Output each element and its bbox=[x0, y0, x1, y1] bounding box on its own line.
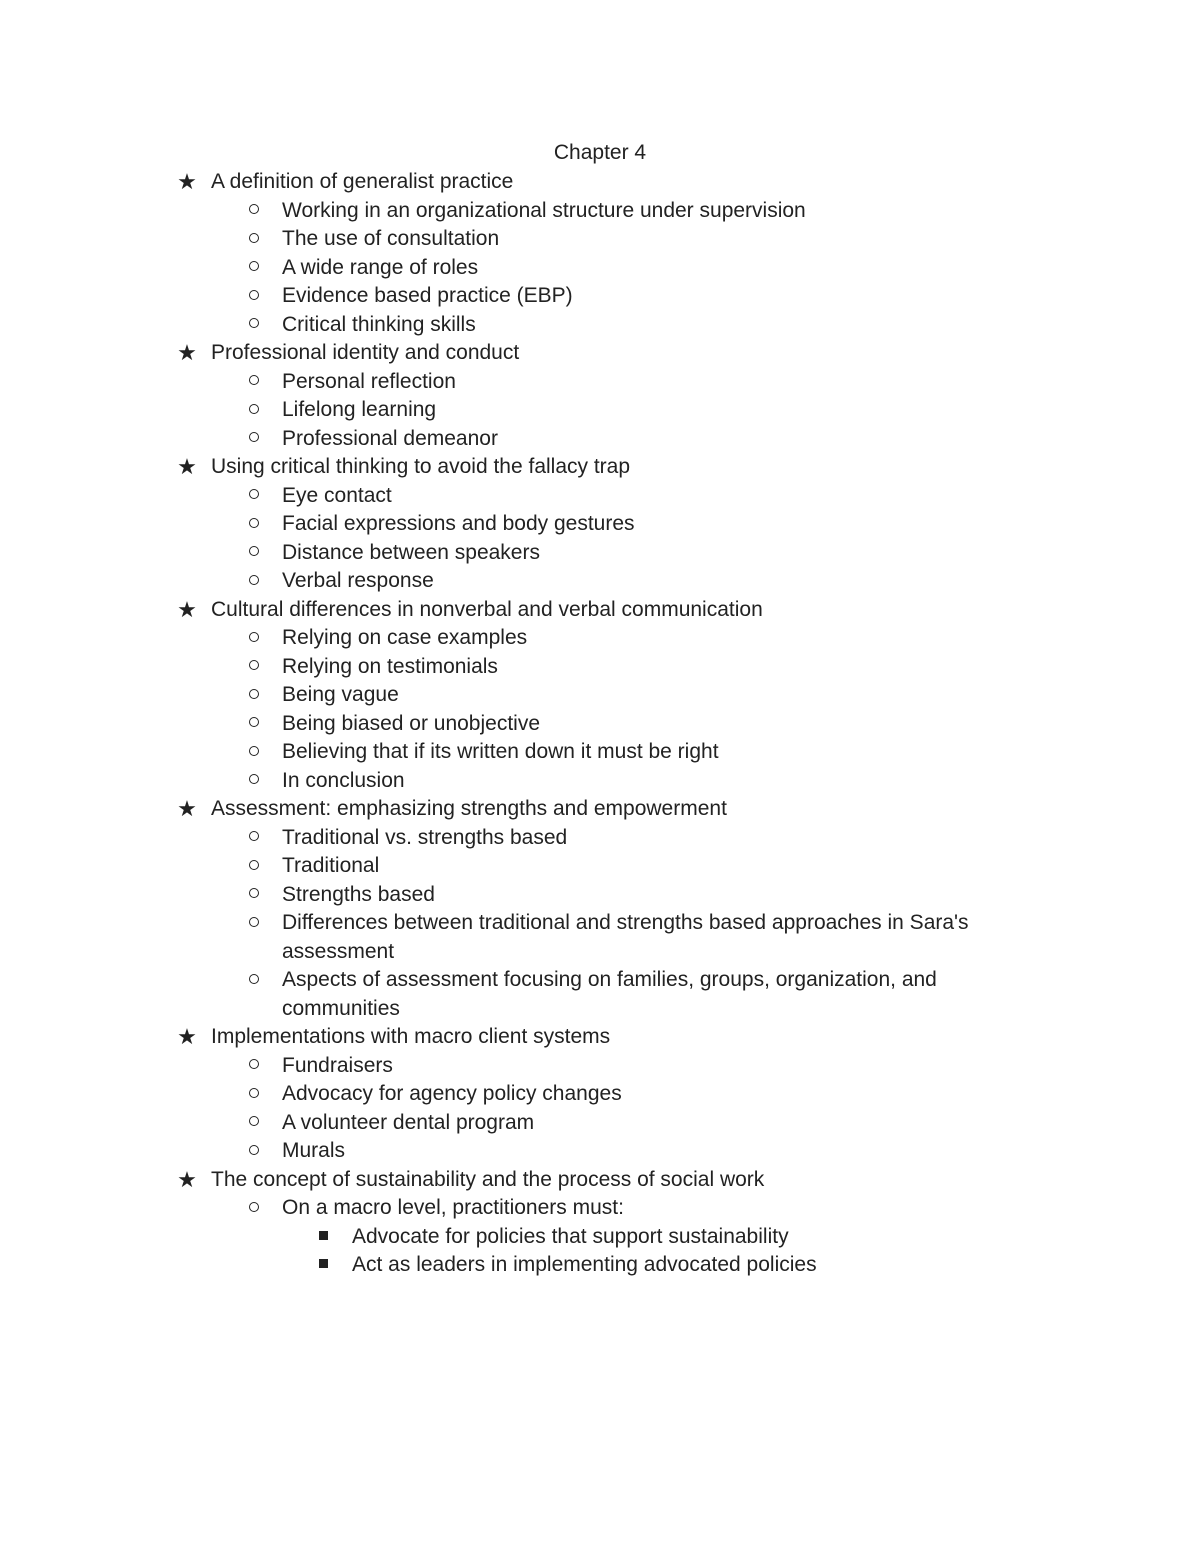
list-item-text: Verbal response bbox=[282, 569, 434, 592]
circle-bullet-icon bbox=[244, 282, 264, 311]
section-heading bbox=[0, 1166, 1200, 1195]
circle-bullet-icon bbox=[244, 681, 264, 710]
star-bullet-icon: ★ bbox=[177, 1024, 197, 1049]
list-item-text: A wide range of roles bbox=[282, 255, 479, 279]
list-item bbox=[0, 767, 1002, 796]
list-item-text: Professional demeanor bbox=[282, 426, 498, 450]
list-item bbox=[0, 197, 1002, 226]
list-item bbox=[0, 282, 1002, 311]
section-heading bbox=[0, 795, 1200, 824]
circle-bullet-icon bbox=[244, 425, 264, 454]
list-item bbox=[0, 567, 1002, 596]
section-heading-text: Assessment: emphasizing strengths and empowerment bbox=[211, 797, 727, 820]
list-item-text: In conclusion bbox=[282, 768, 405, 792]
section-heading bbox=[0, 168, 1200, 197]
list-item bbox=[0, 738, 1002, 767]
section-heading-text: Using critical thinking to avoid the fallacy trap bbox=[211, 455, 631, 478]
square-bullet-icon bbox=[313, 1251, 333, 1280]
list-item-text: Traditional vs. strengths based bbox=[282, 825, 568, 849]
section-heading-text: Implementations with macro client systems bbox=[211, 1025, 611, 1048]
circle-bullet-icon bbox=[244, 197, 264, 226]
list-item bbox=[0, 1052, 1002, 1081]
list-item bbox=[0, 1194, 1002, 1223]
circle-bullet-icon bbox=[244, 738, 264, 767]
list-item bbox=[0, 254, 1002, 283]
list-item-text: Working in an organizational structure under supervision bbox=[282, 198, 806, 222]
star-bullet-icon: ★ bbox=[177, 340, 197, 365]
circle-bullet-icon bbox=[244, 1194, 264, 1223]
section-heading-text: A definition of generalist practice bbox=[211, 170, 514, 193]
list-item-text: Eye contact bbox=[282, 483, 392, 507]
circle-bullet-icon bbox=[244, 1080, 264, 1109]
list-item-text: Being biased or unobjective bbox=[282, 711, 541, 735]
list-item bbox=[0, 225, 1002, 254]
list-item bbox=[0, 510, 1002, 539]
list-item-text: Strengths based bbox=[282, 882, 435, 906]
circle-bullet-icon bbox=[244, 1052, 264, 1081]
list-item bbox=[0, 482, 1002, 511]
list-item-text: Differences between traditional and strengths based approaches in Sara's assessment bbox=[282, 911, 969, 963]
list-item-text: Distance between speakers bbox=[282, 540, 540, 564]
list-item-text: Evidence based practice (EBP) bbox=[282, 284, 573, 307]
circle-bullet-icon bbox=[244, 624, 264, 653]
list-item-text: Advocacy for agency policy changes bbox=[282, 1082, 622, 1105]
star-bullet-icon: ★ bbox=[177, 1166, 197, 1192]
section-heading bbox=[0, 596, 1200, 625]
list-item-text: Relying on testimonials bbox=[282, 654, 498, 678]
circle-bullet-icon bbox=[244, 909, 264, 938]
list-item-text: Facial expressions and body gestures bbox=[282, 512, 635, 535]
list-item bbox=[0, 1109, 1002, 1138]
star-bullet-icon: ★ bbox=[177, 454, 197, 479]
list-item bbox=[0, 1080, 1002, 1109]
list-item bbox=[0, 539, 1002, 568]
section-heading bbox=[0, 1023, 1200, 1052]
circle-bullet-icon bbox=[244, 852, 264, 881]
square-bullet-icon bbox=[313, 1223, 333, 1252]
list-item-text: Fundraisers bbox=[282, 1053, 393, 1077]
circle-bullet-icon bbox=[244, 368, 264, 397]
list-item bbox=[0, 425, 1002, 454]
list-item bbox=[0, 824, 1002, 853]
star-bullet-icon: ★ bbox=[177, 596, 197, 622]
list-item bbox=[0, 852, 1002, 881]
list-item bbox=[0, 881, 1002, 910]
sub-list-item bbox=[0, 1251, 1200, 1280]
list-item-text: Aspects of assessment focusing on families, groups, organization, and communities bbox=[282, 968, 937, 1020]
list-item bbox=[0, 681, 1002, 710]
circle-bullet-icon bbox=[244, 254, 264, 283]
section-heading bbox=[0, 339, 1200, 368]
circle-bullet-icon bbox=[244, 567, 264, 596]
list-item-text: Lifelong learning bbox=[282, 398, 437, 421]
list-item bbox=[0, 966, 1002, 1023]
list-item-text: Critical thinking skills bbox=[282, 312, 476, 336]
circle-bullet-icon bbox=[244, 653, 264, 682]
section-heading-text: Cultural differences in nonverbal and verbal communication bbox=[211, 597, 763, 621]
list-item-text: Murals bbox=[282, 1139, 346, 1162]
circle-bullet-icon bbox=[244, 767, 264, 796]
circle-bullet-icon bbox=[244, 1137, 264, 1166]
list-item bbox=[0, 311, 1002, 340]
circle-bullet-icon bbox=[244, 396, 264, 425]
list-item bbox=[0, 653, 1002, 682]
circle-bullet-icon bbox=[244, 966, 264, 995]
list-item-text: Relying on case examples bbox=[282, 626, 528, 649]
list-item-text: Believing that if its written down it must be right bbox=[282, 740, 719, 763]
list-item-text: Being vague bbox=[282, 683, 399, 706]
circle-bullet-icon bbox=[244, 225, 264, 254]
list-item-text: On a macro level, practitioners must: bbox=[282, 1196, 624, 1219]
list-item bbox=[0, 1137, 1002, 1166]
circle-bullet-icon bbox=[244, 1109, 264, 1138]
list-item bbox=[0, 396, 1002, 425]
list-item-text: The use of consultation bbox=[282, 227, 500, 250]
list-item-text: A volunteer dental program bbox=[282, 1110, 535, 1134]
star-bullet-icon: ★ bbox=[177, 796, 197, 821]
list-item bbox=[0, 368, 1002, 397]
list-item bbox=[0, 710, 1002, 739]
document bbox=[0, 138, 1200, 1280]
sub-list-item bbox=[0, 1223, 1200, 1252]
list-item bbox=[0, 624, 1002, 653]
star-bullet-icon: ★ bbox=[177, 169, 197, 194]
list-item-text: Traditional bbox=[282, 854, 380, 877]
circle-bullet-icon bbox=[244, 482, 264, 511]
section-heading bbox=[0, 453, 1200, 482]
circle-bullet-icon bbox=[244, 311, 264, 340]
sub-list-item-text: Advocate for policies that support sustainability bbox=[352, 1224, 789, 1248]
document-title: Chapter 4 bbox=[553, 141, 647, 164]
section-heading-text: The concept of sustainability and the process of social work bbox=[211, 1167, 765, 1191]
sub-list-item-text: Act as leaders in implementing advocated policies bbox=[352, 1253, 817, 1276]
circle-bullet-icon bbox=[244, 510, 264, 539]
section-heading-text: Professional identity and conduct bbox=[211, 341, 520, 364]
circle-bullet-icon bbox=[244, 710, 264, 739]
list-item bbox=[0, 909, 1002, 966]
outline-list bbox=[0, 168, 1200, 1280]
list-item-text: Personal reflection bbox=[282, 369, 456, 393]
circle-bullet-icon bbox=[244, 881, 264, 910]
circle-bullet-icon bbox=[244, 824, 264, 853]
circle-bullet-icon bbox=[244, 539, 264, 568]
